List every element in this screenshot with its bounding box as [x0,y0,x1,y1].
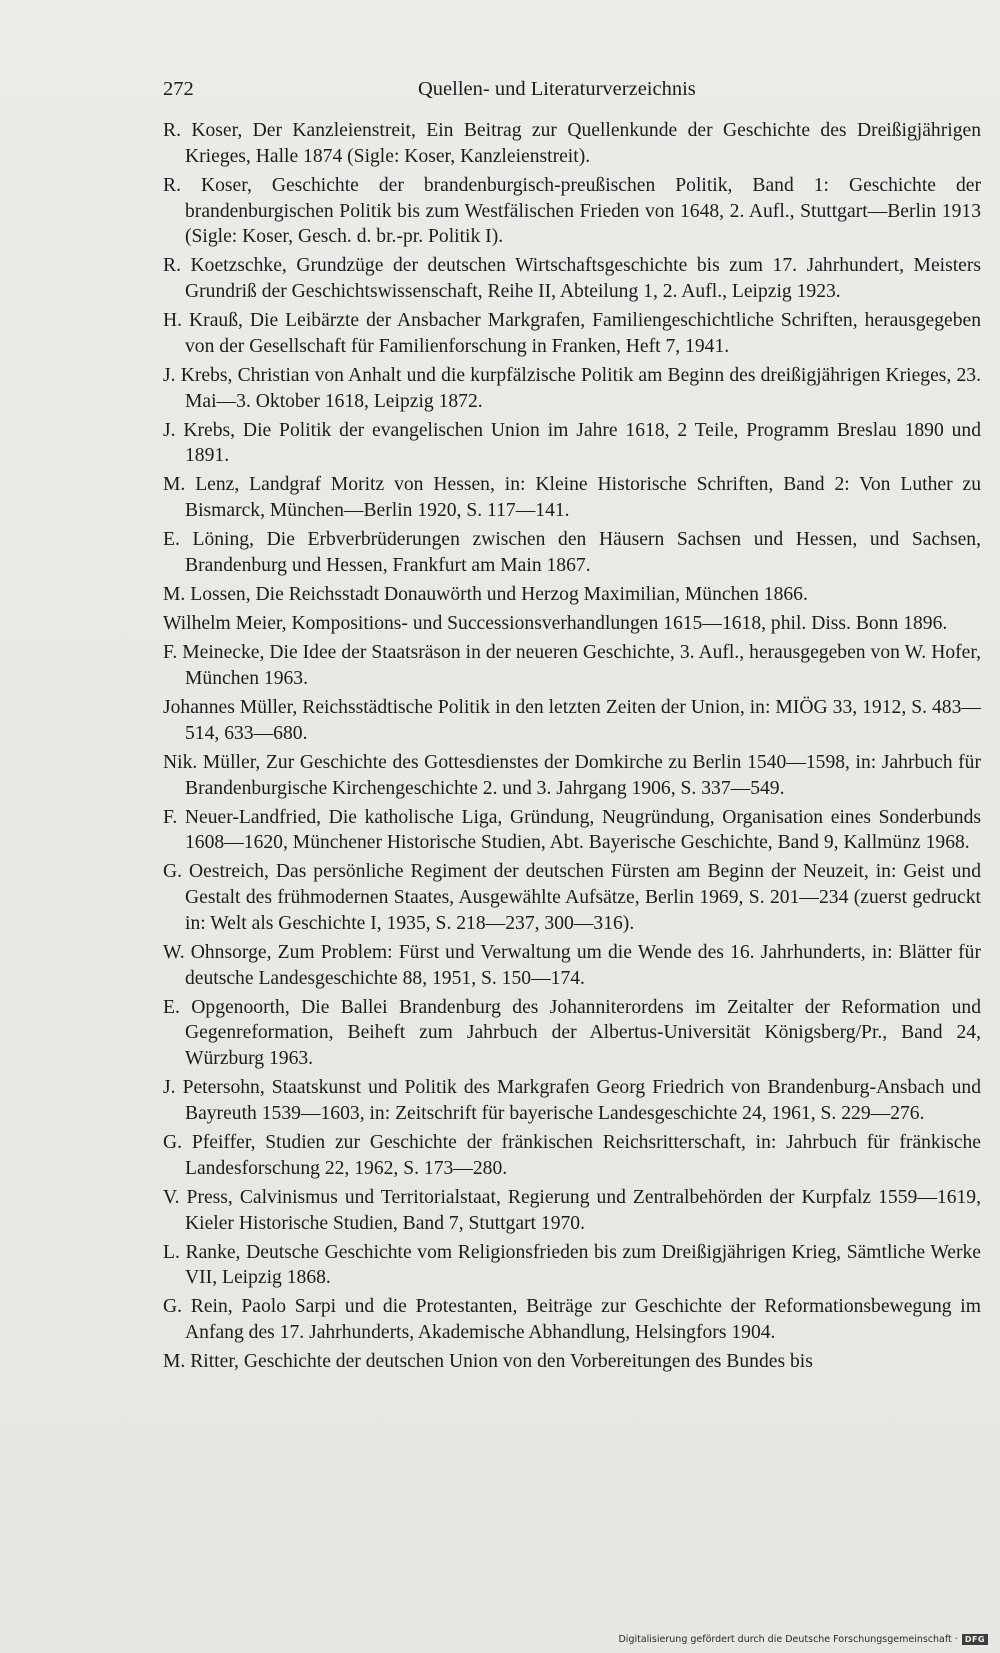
page-number: 272 [163,78,194,100]
bibliography-entry: Nik. Müller, Zur Geschichte des Gottesdienstes der Domkirche zu Berlin 1540—1598, in: Jahrbuch für Brandenburgische Kirchengeschichte 2. und 3. Jahrgang 1906, S. 337—549. [163,751,981,799]
bibliography-entry: J. Krebs, Christian von Anhalt und die kurpfälzische Politik am Beginn des dreißigjährigen Krieges, 23. Mai—3. Oktober 1618, Leipzig 1872. [163,364,981,412]
bibliography-entry: R. Koser, Der Kanzleienstreit, Ein Beitrag zur Quellenkunde der Geschichte des Dreißigjährigen Krieges, Halle 1874 (Sigle: Koser, Kanzleienstreit). [163,120,981,167]
bibliography-entry: Wilhelm Meier, Kompositions- und Successionsverhandlungen 1615—1618, phil. Diss. Bonn 1896. [163,613,948,635]
bibliography-entry: R. Koetzschke, Grundzüge der deutschen Wirtschaftsgeschichte bis zum 17. Jahrhundert, Meisters Grundriß der Geschichtswissenschaft, Reihe II, Abteilung 1, 2. Aufl., Leipzig 1923. [163,255,981,302]
bibliography-entry: J. Krebs, Die Politik der evangelischen Union im Jahre 1618, 2 Teile, Programm Breslau 1890 und 1891. [163,419,981,467]
bibliography-entry: E. Löning, Die Erbverbrüderungen zwischen den Häusern Sachsen und Hessen, und Sachsen, Brandenburg und Hessen, Frankfurt am Main 1867. [163,529,981,576]
running-head: Quellen- und Literaturverzeichnis [418,78,696,100]
bibliography-entry: W. Ohnsorge, Zum Problem: Fürst und Verwaltung um die Wende des 16. Jahrhunderts, in: Blätter für deutsche Landesgeschichte 88, 1951, S. 150—174. [163,941,981,989]
bibliography-entry: F. Neuer-Landfried, Die katholische Liga, Gründung, Neugründung, Organisation eines Sonderbunds 1608—1620, Münchener Historische Studien, Abt. Bayerische Geschichte, Band 9, Kallmünz 1968. [163,806,981,854]
bibliography-entry: G. Rein, Paolo Sarpi und die Protestanten, Beiträge zur Geschichte der Reformationsbewegung im Anfang des 17. Jahrhunderts, Akademische Abhandlung, Helsingfors 1904. [163,1296,981,1344]
bibliography-entry: M. Lossen, Die Reichsstadt Donauwörth und Herzog Maximilian, München 1866. [163,584,808,606]
digitization-credit [618,1632,988,1646]
credit-text: Digitalisierung gefördert durch die Deutsche Forschungsgemeinschaft · [618,1633,958,1645]
bibliography-entry: M. Ritter, Geschichte der deutschen Union von den Vorbereitungen des Bundes bis [163,1351,813,1373]
bibliography-entry: V. Press, Calvinismus und Territorialstaat, Regierung und Zentralbehörden der Kurpfalz 1559—1619, Kieler Historische Studien, Band 7, Stuttgart 1970. [163,1186,981,1234]
bibliography-entry: G. Pfeiffer, Studien zur Geschichte der fränkischen Reichsritterschaft, in: Jahrbuch für fränkische Landesforschung 22, 1962, S. 173—280. [163,1132,981,1179]
bibliography-entry: L. Ranke, Deutsche Geschichte vom Religionsfrieden bis zum Dreißigjährigen Krieg, Sämtliche Werke VII, Leipzig 1868. [163,1241,981,1289]
bibliography-entry: M. Lenz, Landgraf Moritz von Hessen, in: Kleine Historische Schriften, Band 2: Von Luther zu Bismarck, München—Berlin 1920, S. 117—141. [163,474,981,522]
bibliography-entry: H. Krauß, Die Leibärzte der Ansbacher Markgrafen, Familiengeschichtliche Schriften, herausgegeben von der Gesellschaft für Familienforschung in Franken, Heft 7, 1941. [163,310,981,357]
bibliography-entry: F. Meinecke, Die Idee der Staatsräson in der neueren Geschichte, 3. Aufl., herausgegeben von W. Hofer, München 1963. [163,642,981,689]
bibliography-entry: R. Koser, Geschichte der brandenburgisch-preußischen Politik, Band 1: Geschichte der brandenburgischen Politik bis zum Westfälischen Frieden von 1648, 2. Aufl., Stuttgart—Berlin 1913 (Sigle: Koser, Gesch. d. br.-pr. Politik I). [163,174,981,248]
bibliography-entry: G. Oestreich, Das persönliche Regiment der deutschen Fürsten am Beginn der Neuzeit, in: Geist und Gestalt des frühmodernen Staates, Ausgewählte Aufsätze, Berlin 1969, S. 201—234 (zuerst gedruckt in: Welt als Geschichte I, 1935, S. 218—237, 300—316). [163,861,981,934]
bibliography-entry: J. Petersohn, Staatskunst und Politik des Markgrafen Georg Friedrich von Brandenburg-Ansbach und Bayreuth 1539—1603, in: Zeitschrift für bayerische Landesgeschichte 24, 1961, S. 229—276. [163,1077,981,1124]
page-header [163,74,981,104]
bibliography-entry: Johannes Müller, Reichsstädtische Politik in den letzten Zeiten der Union, in: MIÖG 33, 1912, S. 483—514, 633—680. [163,697,981,744]
bibliography-list [163,118,981,1378]
dfg-logo: DFG [962,1634,988,1645]
bibliography-entry: E. Opgenoorth, Die Ballei Brandenburg des Johanniterordens im Zeitalter der Reformation und Gegenreformation, Beiheft zum Jahrbuch der Albertus-Universität Königsberg/Pr., Band 24, Würzburg 1963. [163,996,981,1070]
